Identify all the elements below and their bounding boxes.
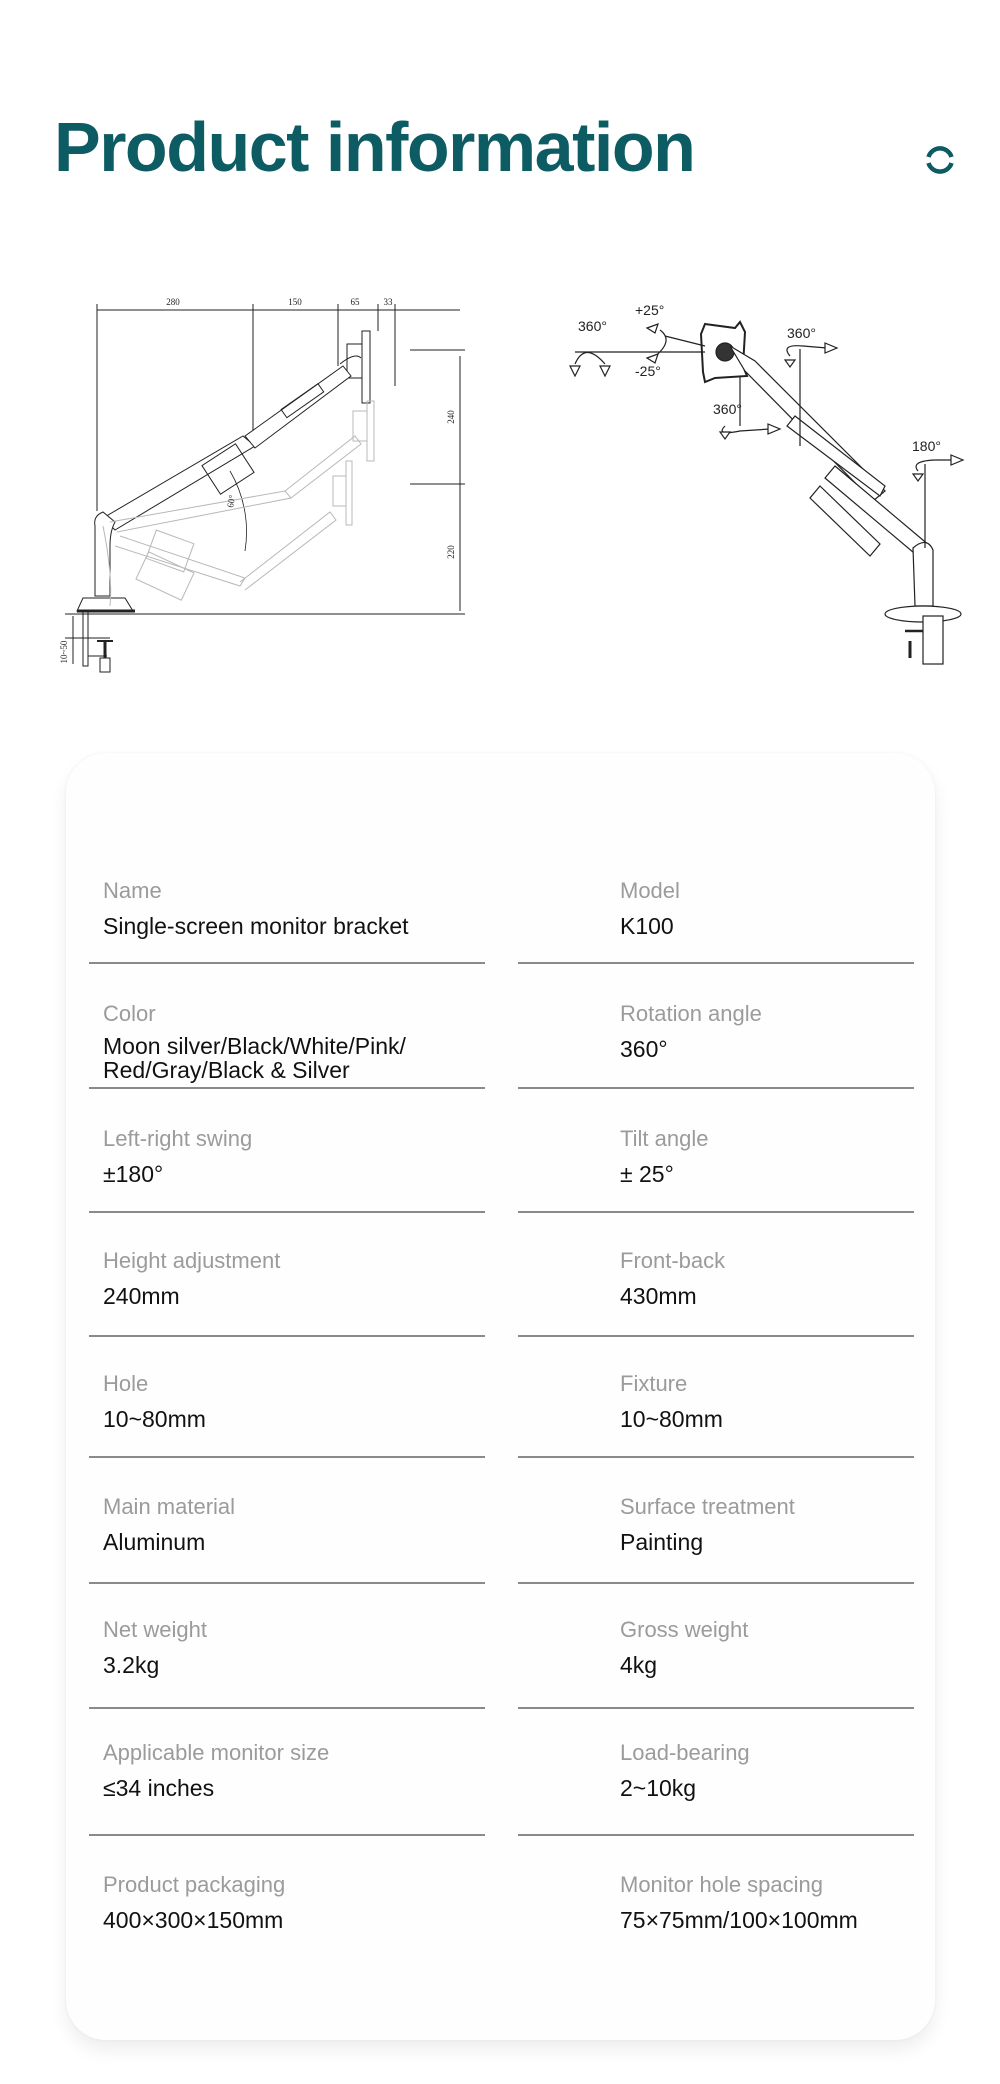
spec-value: Aluminum: [103, 1529, 206, 1555]
spec-label: Rotation angle: [620, 1001, 762, 1026]
divider: [89, 962, 485, 964]
divider: [518, 962, 914, 964]
spec-value: Moon silver/Black/White/Pink/ Red/Gray/Black & Silver: [103, 1033, 406, 1083]
dim-label-150: 150: [288, 297, 302, 307]
spec-value: 2~10kg: [620, 1775, 697, 1801]
spec-value: Painting: [620, 1529, 704, 1555]
spec-value: 360°: [620, 1036, 668, 1062]
spec-value: ≤34 inches: [103, 1775, 215, 1801]
dim-label-220: 220: [446, 545, 456, 559]
spec-value: 240mm: [103, 1283, 180, 1309]
dim-label-280: 280: [166, 297, 180, 307]
spec-label: Monitor hole spacing: [620, 1872, 824, 1897]
base-rotation-label: 180°: [912, 438, 941, 454]
spec-label: Surface treatment: [620, 1494, 795, 1519]
dim-label-10-50: 10~50: [59, 640, 69, 664]
spec-card: [66, 753, 935, 2040]
spec-label: Model: [620, 878, 680, 903]
refresh-icon[interactable]: [922, 142, 958, 178]
divider: [518, 1582, 914, 1584]
page-title: Product information: [54, 108, 695, 186]
divider: [89, 1211, 485, 1213]
spec-value: 10~80mm: [620, 1406, 723, 1432]
divider: [518, 1456, 914, 1458]
divider: [89, 1834, 485, 1836]
spec-value: 3.2kg: [103, 1652, 160, 1678]
spec-value: ± 25°: [620, 1161, 674, 1187]
spec-label: Name: [103, 878, 162, 903]
divider: [89, 1335, 485, 1337]
spec-label: Net weight: [103, 1617, 207, 1642]
dim-label-33: 33: [383, 297, 393, 307]
spec-value: ±180°: [103, 1161, 164, 1187]
spec-label: Tilt angle: [620, 1126, 709, 1151]
spec-value: 10~80mm: [103, 1406, 206, 1432]
spec-label: Hole: [103, 1371, 149, 1396]
spec-label: Main material: [103, 1494, 236, 1519]
upper-rotation-label: 360°: [787, 325, 816, 341]
dimension-diagram: [55, 286, 475, 681]
spec-value: 400×300×150mm: [103, 1907, 284, 1933]
divider: [518, 1834, 914, 1836]
spec-label: Left-right swing: [103, 1126, 253, 1151]
spec-value: 75×75mm/100×100mm: [620, 1907, 858, 1933]
spec-label: Product packaging: [103, 1872, 286, 1897]
spec-label: Applicable monitor size: [103, 1740, 330, 1765]
divider: [89, 1456, 485, 1458]
spec-value: 4kg: [620, 1652, 658, 1678]
spec-label: Gross weight: [620, 1617, 749, 1642]
dim-label-65: 65: [350, 297, 360, 307]
divider: [518, 1087, 914, 1089]
spec-label: Height adjustment: [103, 1248, 281, 1273]
dim-label-240: 240: [446, 410, 456, 424]
divider: [518, 1707, 914, 1709]
spec-label: Fixture: [620, 1371, 688, 1396]
spec-label: Front-back: [620, 1248, 726, 1273]
divider: [518, 1335, 914, 1337]
mid-rotation-label: 360°: [713, 401, 742, 417]
spec-value: K100: [620, 913, 674, 939]
spec-label: Load-bearing: [620, 1740, 750, 1765]
divider: [518, 1211, 914, 1213]
spec-value: Single-screen monitor bracket: [103, 913, 409, 939]
angle-label-60: 60°: [225, 494, 238, 509]
spec-label: Color: [103, 1001, 156, 1026]
divider: [89, 1582, 485, 1584]
divider: [89, 1707, 485, 1709]
rotation-diagram: [555, 286, 965, 686]
spec-value: 430mm: [620, 1283, 697, 1309]
tilt-up-label: +25°: [635, 302, 665, 318]
head-rotation-label: 360°: [578, 318, 607, 334]
divider: [89, 1087, 485, 1089]
tilt-down-label: -25°: [635, 363, 661, 379]
